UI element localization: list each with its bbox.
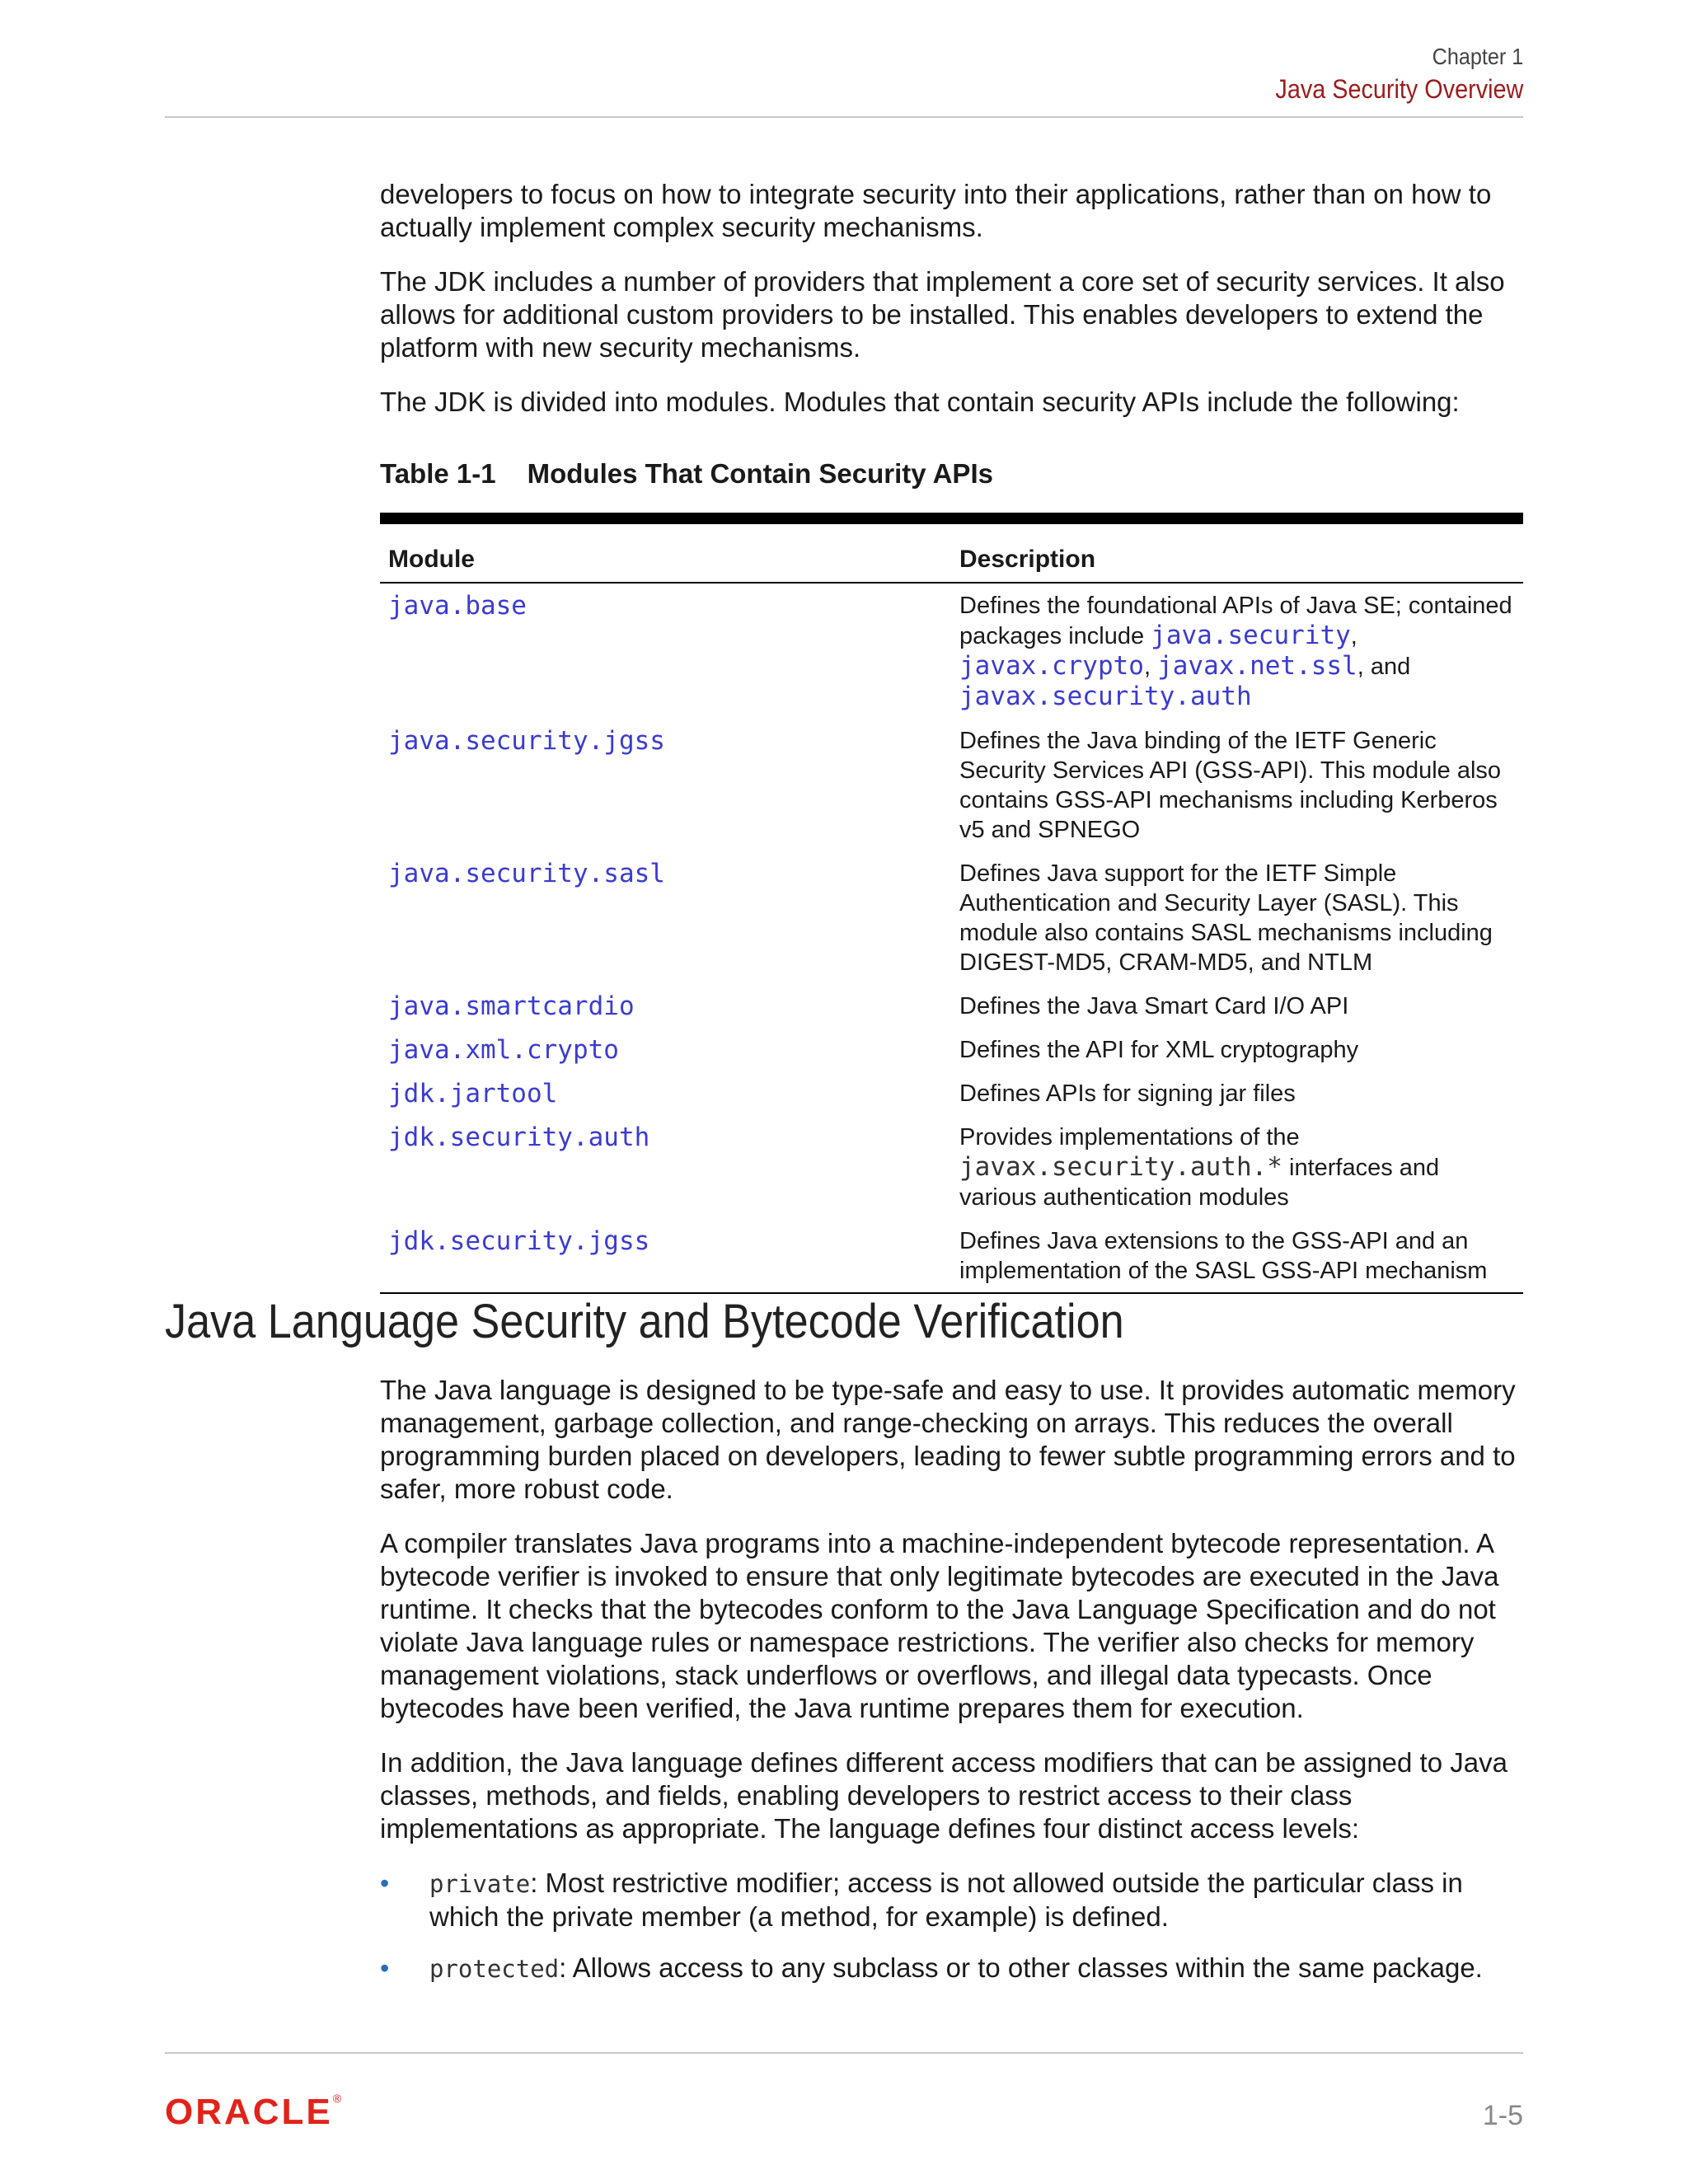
- module-description: [951, 583, 1523, 719]
- module-link[interactable]: java.smartcardio: [388, 991, 635, 1021]
- oracle-logo: [165, 2092, 341, 2133]
- separator-text: ,: [1143, 654, 1158, 680]
- bullet-icon: •: [380, 1953, 390, 1983]
- table-title: Modules That Contain Security APIs: [527, 458, 993, 489]
- modifier-code: private: [429, 1870, 531, 1898]
- module-description: Defines Java extensions to the GSS-API and an implementation of the SASL GSS-API mechanism: [959, 1228, 1488, 1284]
- module-description: [951, 1115, 1523, 1219]
- table-number: Table 1-1: [380, 458, 496, 489]
- chapter-title: Java Security Overview: [1275, 74, 1523, 104]
- module-link[interactable]: java.base: [388, 591, 527, 621]
- registered-mark: ®: [332, 2092, 342, 2105]
- separator-text: , and: [1357, 654, 1411, 680]
- separator-text: ,: [1350, 623, 1357, 649]
- column-header-description: Description: [951, 518, 1523, 583]
- access-levels-list: [380, 1867, 1523, 1985]
- module-description: Defines the API for XML cryptography: [959, 1037, 1359, 1063]
- section-heading: Java Language Security and Bytecode Verification: [165, 1295, 1124, 1348]
- package-link[interactable]: javax.net.ssl: [1157, 651, 1357, 681]
- module-link[interactable]: jdk.security.auth: [388, 1122, 650, 1152]
- table-header-row: [380, 518, 1523, 583]
- module-link[interactable]: java.security.jgss: [388, 726, 665, 756]
- description-text: Provides implementations of the: [959, 1124, 1300, 1151]
- section-paragraph-2: A compiler translates Java programs into a machine-independent bytecode representation. A bytecode verifier is invoked to ensure that only legitimate bytecodes are executed in the Java runtime. It checks that the bytecodes conform to the Java Language Specification and do not violate Java language rules or namespace restrictions. The verifier also checks for memory management violations, stack underflows or overflows, and illegal data typecasts. Once bytecodes have been verified, the Java runtime prepares them for execution.: [380, 1528, 1499, 1723]
- modifier-code: protected: [429, 1955, 560, 1983]
- package-link[interactable]: javax.crypto: [959, 651, 1144, 681]
- header-divider: [165, 116, 1523, 118]
- module-description: Defines the Java Smart Card I/O API: [959, 993, 1349, 1019]
- module-link[interactable]: java.security.sasl: [388, 859, 665, 888]
- main-content: [380, 178, 1523, 1294]
- description-text: interfaces and various authentication modules: [959, 1155, 1440, 1211]
- list-item: [380, 1952, 1523, 1985]
- package-link[interactable]: java.security: [1151, 621, 1351, 650]
- chapter-label: Chapter 1: [1432, 44, 1523, 69]
- table-row: [380, 583, 1523, 719]
- table-row: [380, 1115, 1523, 1219]
- module-link[interactable]: jdk.security.jgss: [388, 1226, 650, 1256]
- section-content: [380, 1374, 1523, 2004]
- section-paragraph-1: The Java language is designed to be type-safe and easy to use. It provides automatic memory management, garbage collection, and range-checking on arrays. This reduces the overall programming burden placed on developers, leading to fewer subtle programming errors and to safer, more robust code.: [380, 1375, 1516, 1504]
- logo-text: ORACLE: [165, 2092, 333, 2132]
- intro-paragraph-3: The JDK is divided into modules. Modules that contain security APIs include the following:: [380, 387, 1460, 417]
- package-link[interactable]: javax.security.auth: [959, 682, 1252, 711]
- page-number: 1-5: [1482, 2100, 1523, 2131]
- description-text: Defines the foundational APIs of Java SE; contained packages include: [959, 593, 1512, 649]
- table-row: [380, 984, 1523, 1028]
- table-row: [380, 1219, 1523, 1293]
- module-link[interactable]: java.xml.crypto: [388, 1035, 619, 1065]
- footer-divider: [165, 2052, 1523, 2054]
- list-item: [380, 1867, 1523, 1933]
- running-header: [1248, 41, 1523, 105]
- interface-code: javax.security.auth.*: [959, 1152, 1282, 1182]
- column-header-module: Module: [380, 518, 951, 583]
- modules-table: [380, 513, 1523, 1294]
- table-row: [380, 1071, 1523, 1115]
- list-item-text: : Allows access to any subclass or to other classes within the same package.: [559, 1952, 1483, 1983]
- table-row: [380, 851, 1523, 984]
- list-item-text: : Most restrictive modifier; access is not allowed outside the particular class in which the private member (a method, for example) is defined.: [429, 1868, 1463, 1932]
- bullet-icon: •: [380, 1868, 390, 1898]
- section-paragraph-3: In addition, the Java language defines different access modifiers that can be assigned to Java classes, methods, and fields, enabling developers to restrict access to their class implementations as appropriate. The language defines four distinct access levels:: [380, 1747, 1507, 1844]
- table-row: [380, 719, 1523, 851]
- module-description: Defines APIs for signing jar files: [959, 1080, 1296, 1107]
- module-description: Defines the Java binding of the IETF Generic Security Services API (GSS-API). This module also contains GSS-API mechanisms including Kerberos v5 and SPNEGO: [959, 728, 1502, 843]
- table-caption: [380, 458, 1523, 490]
- module-link[interactable]: jdk.jartool: [388, 1079, 558, 1108]
- table-row: [380, 1028, 1523, 1071]
- module-description: Defines Java support for the IETF Simple Authentication and Security Layer (SASL). This module also contains SASL mechanisms including DIGEST-MD5, CRAM-MD5, and NTLM: [959, 860, 1493, 976]
- intro-paragraph-1: developers to focus on how to integrate security into their applications, rather than on how to actually implement complex security mechanisms.: [380, 179, 1492, 242]
- intro-paragraph-2: The JDK includes a number of providers that implement a core set of security services. It also allows for additional custom providers to be installed. This enables developers to extend the platform with new security mechanisms.: [380, 266, 1505, 363]
